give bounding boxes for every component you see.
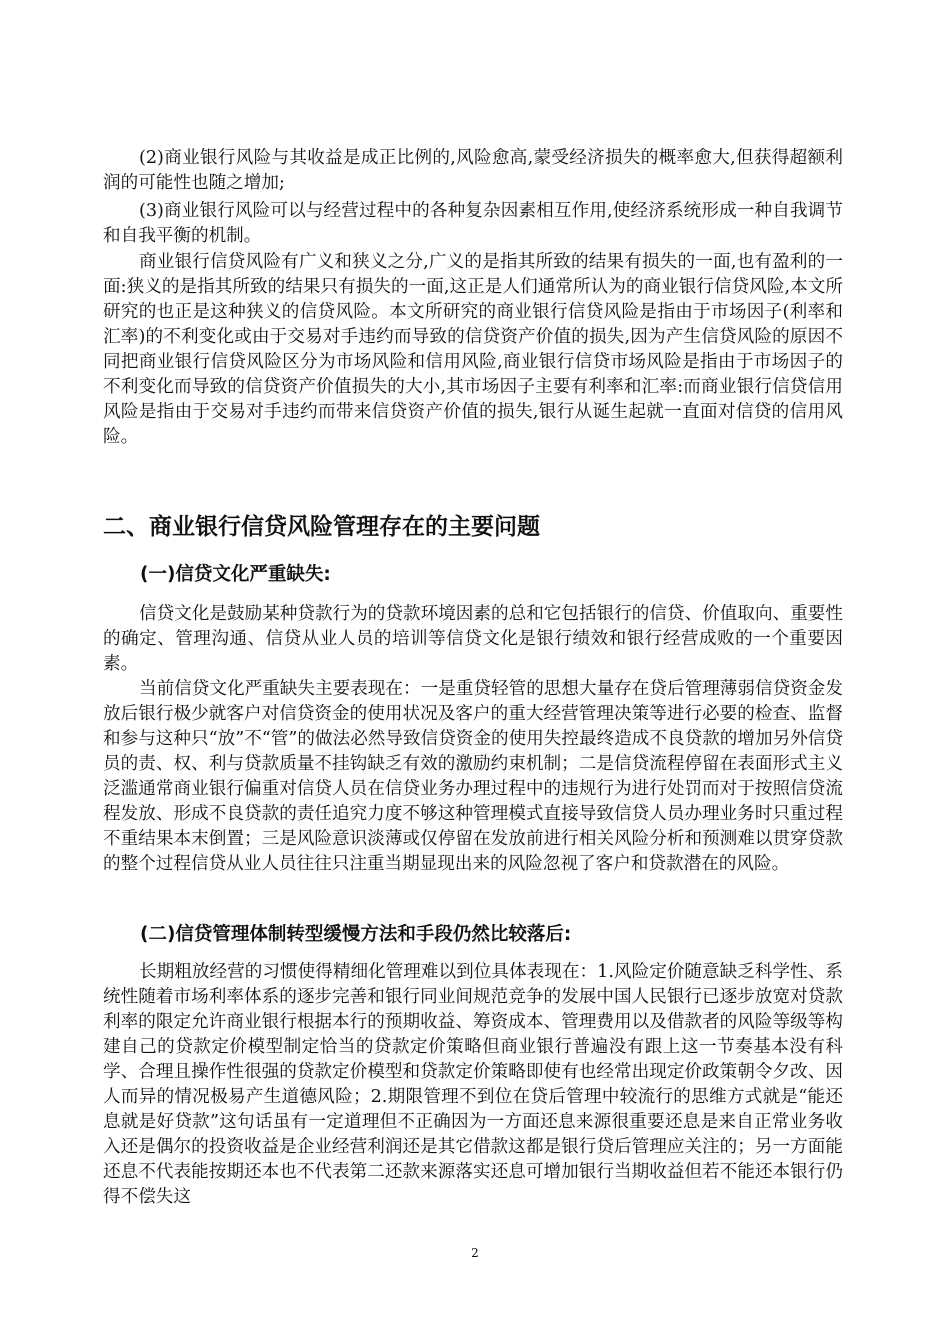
page-number: 2 <box>471 1246 479 1260</box>
paragraph-self-adjust: (3)商业银行风险可以与经营过程中的各种复杂因素相互作用,使经济系统形成一种自我调节和自我平衡的机制。 <box>103 201 843 246</box>
paragraph-credit-culture-issues: 当前信贷文化严重缺失主要表现在：一是重贷轻管的思想大量存在贷后管理薄弱信贷资金发放后银行极少就客户对信贷资金的使用状况及客户的重大经营管理决策等进行必要的检查、监督和参与这种只“放”不“管”的做法必然导致信贷资金的使用失控最终造成不良贷款的增加另外信贷员的责、权、利与贷款质量不挂钩缺乏有效的激励约束机制；二是信贷流程停留在表面形式主义泛滥通常商业银行偏重对信贷人员在信贷业务办理过程中的违规行为进行处罚而对于按照信贷流程发放、形成不良贷款的责任追究力度不够这种管理模式直接导致信贷人员办理业务时只重过程不重结果本末倒置；三是风险意识淡薄或仅停留在发放前进行相关风险分析和预测难以贯穿贷款的整个过程信贷从业人员往往只注重当期显现出来的风险忽视了客户和贷款潜在的风险。 <box>103 679 843 874</box>
subsection-heading-2: (二)信贷管理体制转型缓慢方法和手段仍然比较落后: <box>140 924 572 945</box>
paragraph-credit-culture: 信贷文化是鼓励某种贷款行为的贷款环境因素的总和它包括银行的信贷、价值取向、重要性的确定、管理沟通、信贷从业人员的培训等信贷文化是银行绩效和银行经营成败的一个重要因素。 <box>103 604 843 674</box>
paragraph-management-system: 长期粗放经营的习惯使得精细化管理难以到位具体表现在：1.风险定价随意缺乏科学性、系统性随着市场利率体系的逐步完善和银行同业间规范竞争的发展中国人民银行已逐步放宽对贷款利率的限定允许商业银行根据本行的预期收益、筹资成本、管理费用以及借款者的风险等级等构建自己的贷款定价模型制定恰当的贷款定价策略但商业银行普遍没有跟上这一节奏基本没有科学、合理且操作性很强的贷款定价模型和贷款定价策略即使有也经常出现定价政策朝令夕改、因人而异的情况极易产生道德风险；2.期限管理不到位在贷后管理中较流行的思维方式就是“能还息就是好贷款”这句话虽有一定道理但不正确因为一方面还息来源很重要还息是来自正常业务收入还是偶尔的投资收益是企业经营利润还是其它借款这都是银行贷后管理应关注的；另一方面能还息不代表能按期还本也不代表第二还款来源落实还息可增加银行当期收益但若不能还本银行仍得不偿失这 <box>103 962 843 1207</box>
subsection-heading-1: (一)信贷文化严重缺失: <box>140 564 331 585</box>
paragraph-risk-return: (2)商业银行风险与其收益是成正比例的,风险愈高,蒙受经济损失的概率愈大,但获得超额利润的可能性也随之增加; <box>103 148 843 193</box>
section-heading: 二、商业银行信贷风险管理存在的主要问题 <box>103 514 540 540</box>
paragraph-credit-risk-definition: 商业银行信贷风险有广义和狭义之分,广义的是指其所致的结果有损失的一面,也有盈利的一面:狭义的是指其所致的结果只有损失的一面,这正是人们通常所认为的商业银行信贷风险,本文所研究的也正是这种狭义的信贷风险。本文所研究的商业银行信贷风险是指由于市场因子(利率和汇率)的不利变化或由于交易对手违约而导致的信贷资产价值的损失,因为产生信贷风险的原因不同把商业银行信贷风险区分为市场风险和信用风险,商业银行信贷市场风险是指由于市场因子的不利变化而导致的信贷资产价值损失的大小,其市场因子主要有利率和汇率:而商业银行信贷信用风险是指由于交易对手违约而带来信贷资产价值的损失,银行从诞生起就一直面对信贷的信用风险。 <box>103 252 843 447</box>
